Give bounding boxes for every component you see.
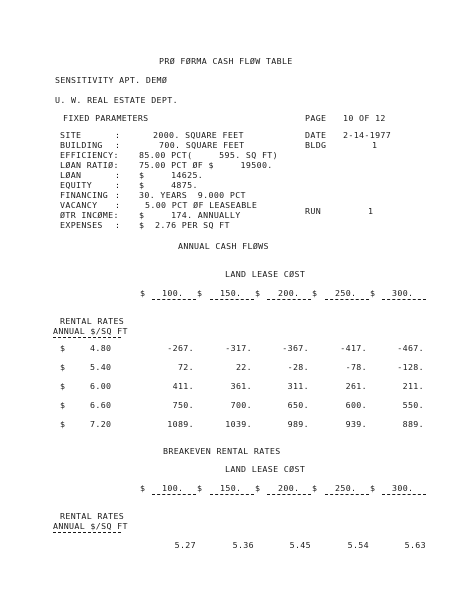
param-separator: : [115, 130, 121, 140]
param-label: VACANCY [60, 200, 98, 210]
project-name: SENSITIVITY APT. DEMØ [55, 75, 168, 85]
currency-symbol: $ [370, 483, 376, 493]
breakeven-land-lease-cost-label: LAND LEASE CØST [225, 464, 306, 474]
param-value: $ 14625. [139, 170, 204, 180]
param-value: $ 2.76 PER SQ FT [139, 220, 230, 230]
param-separator: : [115, 140, 121, 150]
table-cell: 211. [402, 381, 424, 391]
currency-symbol: $ [140, 288, 146, 298]
param-label: ØTR INCØME: [60, 210, 119, 220]
table-cell: 361. [230, 381, 252, 391]
column-header: 100. [162, 288, 184, 298]
param-label: FINANCING [60, 190, 109, 200]
breakeven-row-header-units: ANNUAL $/SQ FT [53, 521, 128, 531]
breakeven-value: 5.45 [289, 540, 311, 550]
table-cell: 600. [345, 400, 367, 410]
param-value: 2000. SQUARE FEET [153, 130, 244, 140]
breakeven-value: 5.36 [232, 540, 254, 550]
table-cell: 411. [172, 381, 194, 391]
row-header-underline [53, 337, 121, 338]
param-label: EQUITY [60, 180, 93, 190]
column-header: 150. [220, 288, 242, 298]
report-title: PRØ FØRMA CASH FLØW TABLE [159, 56, 293, 66]
currency-symbol: $ [197, 288, 203, 298]
param-label: BUILDING [60, 140, 103, 150]
breakeven-value: 5.54 [347, 540, 369, 550]
column-underline [325, 299, 369, 300]
param-value: 30. YEARS 9.000 PCT [139, 190, 246, 200]
param-label: LØAN RATIØ: [60, 160, 119, 170]
column-underline [325, 494, 369, 495]
currency-symbol: $ [255, 483, 261, 493]
row-rate: 5.40 [90, 362, 112, 372]
param-label: EFFICIENCY: [60, 150, 119, 160]
table-cell: 1039. [225, 419, 252, 429]
param-separator: : [115, 190, 121, 200]
table-cell: 261. [345, 381, 367, 391]
breakeven-row-header-underline [53, 532, 121, 533]
table-cell: 72. [177, 362, 194, 372]
table-cell: 939. [345, 419, 367, 429]
table-cell: -128. [397, 362, 424, 372]
table-cell: -267. [167, 343, 194, 353]
param-separator: : [115, 170, 121, 180]
currency-symbol: $ [312, 483, 318, 493]
param-value: $ 4875. [139, 180, 198, 190]
column-underline [210, 494, 254, 495]
column-underline [267, 299, 311, 300]
param-value: $ 174. ANNUALLY [139, 210, 241, 220]
param-value: 700. SQUARE FEET [159, 140, 245, 150]
currency-symbol: $ [197, 483, 203, 493]
currency-symbol: $ [312, 288, 318, 298]
column-header: 200. [278, 288, 300, 298]
column-underline [382, 494, 426, 495]
table-cell: -467. [397, 343, 424, 353]
breakeven-title: BREAKEVEN RENTAL RATES [163, 446, 281, 456]
currency-symbol: $ [140, 483, 146, 493]
table-cell: 22. [235, 362, 252, 372]
row-rate: 4.80 [90, 343, 112, 353]
table-cell: 700. [230, 400, 252, 410]
row-currency: $ [60, 381, 66, 391]
table-cell: -317. [225, 343, 252, 353]
column-header: 150. [220, 483, 242, 493]
table-cell: 750. [172, 400, 194, 410]
building-label: BLDG [305, 140, 327, 150]
table-cell: 311. [287, 381, 309, 391]
param-separator: : [115, 180, 121, 190]
table-cell: 550. [402, 400, 424, 410]
cash-flows-title: ANNUAL CASH FLØWS [178, 241, 269, 251]
param-value: 75.00 PCT ØF $ 19500. [139, 160, 273, 170]
column-header: 300. [392, 483, 414, 493]
table-cell: -78. [345, 362, 367, 372]
table-cell: -367. [282, 343, 309, 353]
column-header: 250. [335, 288, 357, 298]
department-name: U. W. REAL ESTATE DEPT. [55, 95, 178, 105]
row-currency: $ [60, 343, 66, 353]
currency-symbol: $ [255, 288, 261, 298]
table-cell: 889. [402, 419, 424, 429]
run-number: 1 [368, 206, 374, 216]
row-currency: $ [60, 362, 66, 372]
column-underline [267, 494, 311, 495]
table-cell: -28. [287, 362, 309, 372]
fixed-parameters-heading: FIXED PARAMETERS [63, 113, 149, 123]
page-label: PAGE [305, 113, 327, 123]
row-header-units: ANNUAL $/SQ FT [53, 326, 128, 336]
table-cell: 989. [287, 419, 309, 429]
param-label: LØAN [60, 170, 82, 180]
column-header: 300. [392, 288, 414, 298]
row-header-rental-rates: RENTAL RATES [60, 316, 125, 326]
date-label: DATE [305, 130, 327, 140]
column-header: 100. [162, 483, 184, 493]
column-underline [152, 299, 196, 300]
param-label: EXPENSES [60, 220, 103, 230]
breakeven-row-header-rental-rates: RENTAL RATES [60, 511, 125, 521]
column-underline [210, 299, 254, 300]
param-separator: : [115, 200, 121, 210]
row-currency: $ [60, 419, 66, 429]
page-number: 10 OF 12 [343, 113, 386, 123]
report-date: 2-14-1977 [343, 130, 392, 140]
row-currency: $ [60, 400, 66, 410]
building-number: 1 [372, 140, 378, 150]
param-separator: : [115, 220, 121, 230]
row-rate: 6.60 [90, 400, 112, 410]
breakeven-value: 5.63 [404, 540, 426, 550]
column-underline [152, 494, 196, 495]
table-cell: 650. [287, 400, 309, 410]
column-underline [382, 299, 426, 300]
table-cell: -417. [340, 343, 367, 353]
column-header: 200. [278, 483, 300, 493]
land-lease-cost-label: LAND LEASE CØST [225, 269, 306, 279]
row-rate: 6.00 [90, 381, 112, 391]
param-value: 85.00 PCT( 595. SQ FT) [139, 150, 278, 160]
breakeven-value: 5.27 [174, 540, 196, 550]
column-header: 250. [335, 483, 357, 493]
param-label: SITE [60, 130, 82, 140]
param-value: 5.00 PCT ØF LEASEABLE [145, 200, 258, 210]
currency-symbol: $ [370, 288, 376, 298]
run-label: RUN [305, 206, 322, 216]
row-rate: 7.20 [90, 419, 112, 429]
table-cell: 1089. [167, 419, 194, 429]
